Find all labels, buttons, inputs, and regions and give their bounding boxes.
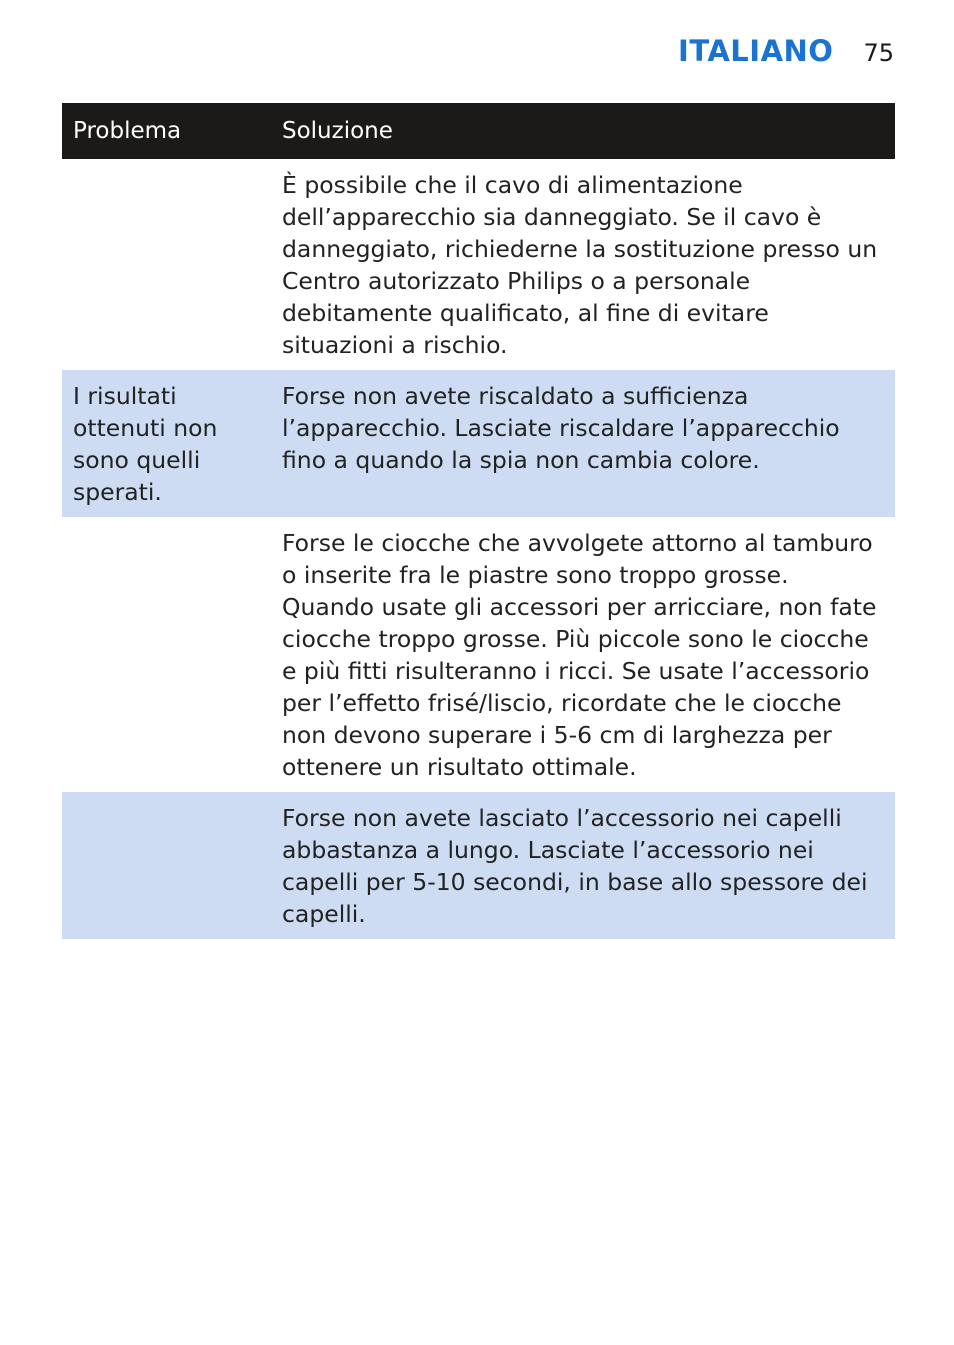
language-title: ITALIANO bbox=[678, 34, 834, 68]
problem-cell bbox=[62, 517, 271, 792]
column-header-solution: Soluzione bbox=[271, 103, 895, 159]
table-row bbox=[62, 517, 895, 792]
troubleshooting-table bbox=[62, 103, 895, 939]
column-header-problem: Problema bbox=[62, 103, 271, 159]
page-header bbox=[678, 34, 894, 68]
solution-cell: Forse non avete lasciato l’accessorio nei capelli abbastanza a lungo. Lasciate l’accessorio nei capelli per 5-10 secondi, in base allo spessore dei capelli. bbox=[271, 792, 895, 939]
table-row bbox=[62, 370, 895, 517]
solution-cell: Forse le ciocche che avvolgete attorno al tamburo o inserite fra le piastre sono troppo grosse. Quando usate gli accessori per arricciare, non fate ciocche troppo grosse. Più piccole sono le ciocche e più fitti risulteranno i ricci. Se usate l’accessorio per l’effetto frisé/liscio, ricordate che le ciocche non devono superare i 5-6 cm di larghezza per ottenere un risultato ottimale. bbox=[282, 529, 877, 781]
table-row bbox=[62, 159, 895, 370]
page-number: 75 bbox=[863, 39, 894, 67]
solution-cell: Forse non avete riscaldato a sufficienza l’apparecchio. Lasciate riscaldare l’apparecchio fino a quando la spia non cambia colore. bbox=[271, 370, 895, 517]
problem-cell: I risultati ottenuti non sono quelli sperati. bbox=[62, 370, 271, 517]
problem-cell bbox=[62, 159, 271, 370]
problem-cell bbox=[62, 792, 271, 939]
table-header-row bbox=[62, 103, 895, 159]
solution-cell: È possibile che il cavo di alimentazione dell’apparecchio sia danneggiato. Se il cavo è danneggiato, richiederne la sostituzione presso un Centro autorizzato Philips o a personale debitamente qualificato, al fine di evitare situazioni a rischio. bbox=[282, 171, 878, 359]
table-row bbox=[62, 792, 895, 939]
